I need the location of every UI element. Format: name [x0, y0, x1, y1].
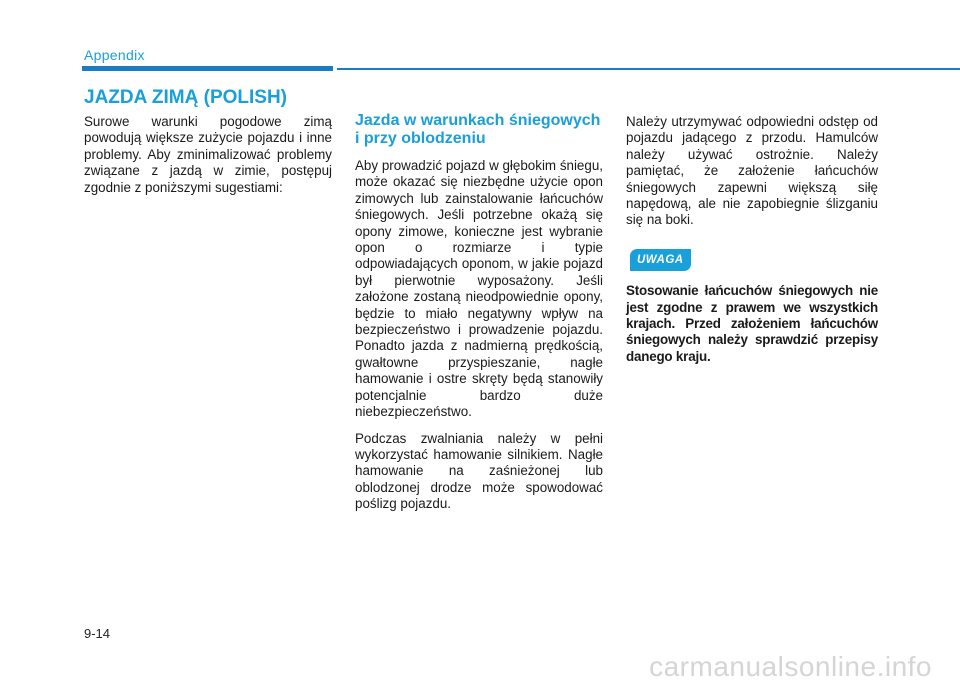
column-intro: [84, 114, 332, 206]
section-label: Appendix: [84, 47, 145, 63]
watermark: carmanualsonline.info: [649, 651, 932, 682]
header-rule-thick: [82, 66, 333, 71]
notice-text: Stosowanie łańcuchów śniegowych nie jest zgodne z prawem we wszystkich krajach. Przed założeniem łańcuchów śniegowych należy sprawdzić przepisy danego kraju.: [626, 283, 878, 364]
distance-paragraph: Należy utrzymywać odpowiedni odstęp od pojazdu jadącego z przodu. Hamulców należy używać ostrożnie. Należy pamiętać, że założenie łańcuchów śniegowych zapewni większą siłę napędową, ale nie zapobiegnie ślizganiu się na boki.: [626, 114, 878, 228]
subsection-heading: Jazda w warunkach śniegowych i przy oblodzeniu: [355, 112, 601, 147]
driving-paragraph-2: Podczas zwalniania należy w pełni wykorzystać hamowanie silnikiem. Nagłe hamowanie na zaśnieżonej lub oblodzonej drodze może spowodować poślizg pojazdu.: [355, 430, 603, 512]
intro-paragraph: Surowe warunki pogodowe zimą powodują większe zużycie pojazdu i inne problemy. Aby zminimalizować problemy związane z jazdą w zimie, postępuj zgodnie z poniższymi sugestiami:: [84, 114, 332, 195]
header-rule-thin: [337, 68, 960, 70]
page-title: JAZDA ZIMĄ (POLISH): [84, 87, 288, 108]
page-number: 9-14: [84, 626, 111, 641]
column-distance: [626, 114, 878, 375]
notice-badge: UWAGA: [630, 249, 691, 271]
driving-paragraph-1: Aby prowadzić pojazd w głębokim śniegu, może okazać się niezbędne użycie opon zimowych lub zainstalowanie łańcuchów śniegowych. Jeśli potrzebne okażą się opony zimowe, konieczne jest wybranie opon o rozmiarze i typie odpowiadających oponom, w jakie pojazd był pierwotnie wyposażony. Jeśli założone zostaną nieodpowiednie opony, będzie to miało negatywny wpływ na bezpieczeństwo i prowadzenie pojazdu. Ponadto jazda z nadmierną prędkością, gwałtowne przyspieszanie, nagłe hamowanie i ostre skręty będą stanowiły potencjalnie bardzo duże niebezpieczeństwo.: [355, 158, 603, 420]
column-driving: [355, 112, 603, 523]
